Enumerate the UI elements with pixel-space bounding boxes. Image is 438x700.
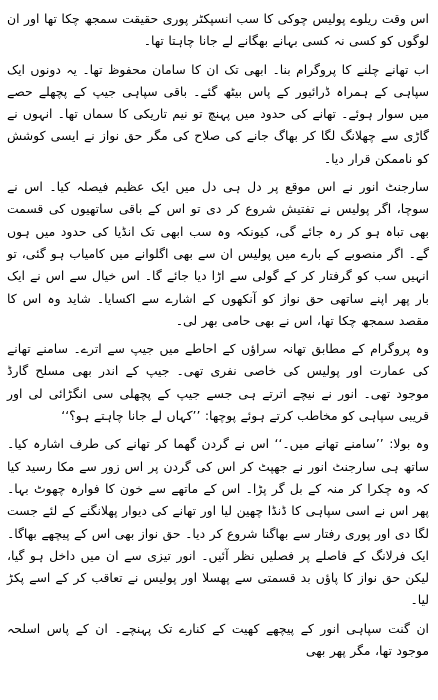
paragraph-5: وہ بولا: ’’سامنے تھانے میں۔‘‘ اس نے گردن گھما کر تھانے کی طرف اشارہ کیا۔ ساتھ ہی سارجنٹ انور نے جھپٹ کر اس کی گردن پر اس زور سے مکا رسید کیا کہ وہ چکرا کر منہ کے بل گر پڑا۔ اس کے ماتھے سے خون کا فوارہ چھوٹ بہا۔ پھر اس نے اسی سپاہی کا ڈنڈا چھین لیا اور تھانے کی دیوار پھلانگنے کے لئے جست لگا دی اور پوری رفتار سے بھاگنا شروع کر دیا۔ حق نواز بھی اس کے پیچھے بھاگا۔ ایک فرلانگ کے فاصلے پر فصلیں نظر آئیں۔ انور تیزی سے ان میں داخل ہو گیا، لیکن حق نواز کا پاؤں بد قسمتی سے پھسلا اور پولیس نے تعاقب کر کے اسے پکڑ لیا۔ [7,436,429,608]
paragraph-2: اب تھانے چلنے کا پروگرام بنا۔ ابھی تک ان کا سامان محفوظ تھا۔ یہ دونوں ایک سپاہی کے ہمراہ ڈرائیور کے پاس بیٹھ گئے۔ باقی سپاہی جیپ کے پچھلے حصے میں سوار ہوئے۔ تھانے کی حدود میں پہنچ تو نیم تاریکی کا سماں تھا۔ انہوں نے گاڑی سے چھلانگ لگا کر بھاگ جانے کی صلاح کی مگر حق نواز نے ایسی کوشش کو ناممکن قرار دیا۔ [7,61,429,166]
paragraph-4: وہ پروگرام کے مطابق تھانہ سراؤں کے احاطے میں جیپ سے اترے۔ سامنے تھانے کی عمارت اور پولیس کی خاصی نفری تھی۔ جیپ کے اندر بھی مسلح گارڈ موجود تھی۔ انور نے نیچے اترتے ہی جسے جیپ کے پچھلی سی انگڑائی لی اور قریبی سپاہی کو مخاطب کرتے ہوئے پوچھا: ’’کہاں لے جانا چاہتے ہو؟‘‘ [7,341,429,424]
paragraph-6: ان گنت سپاہی انور کے پیچھے کھیت کے کنارے تک پہنچے۔ ان کے پاس اسلحہ موجود تھا، مگر پھر بھی [7,620,429,659]
paragraph-3: سارجنٹ انور نے اس موقع پر دل ہی دل میں ایک عظیم فیصلہ کیا۔ اس نے سوچا، اگر پولیس نے تفتیش شروع کر دی تو اس کے باقی ساتھیوں کی قسمت بھی تباہ ہو کر رہ جائے گی، کیونکہ وہ سب ابھی تک انڈیا کی حدود میں ہوں گے۔ اگر منصوبے کے بارے میں پولیس ان سے بھی اگلوانے میں کامیاب ہو گئی، تو انہیں سب کو گرفتار کر کے گولی سے اڑا دیا جائے گا۔ اس خیال سے اس نے ایک بار پھر اپنے ساتھی حق نواز کو آنکھوں کے اشارے سے اکسایا۔ شاید وہ اس کا مقصد سمجھ چکا تھا، اس نے بھی حامی بھر لی۔ [7,179,429,328]
paragraph-1: اس وقت ریلوے پولیس چوکی کا سب انسپکٹر پوری حقیقت سمجھ چکا تھا اور ان لوگوں کو کسی نہ کسی بہانے بھگانے لے جانا چاہتا تھا۔ [7,11,429,49]
